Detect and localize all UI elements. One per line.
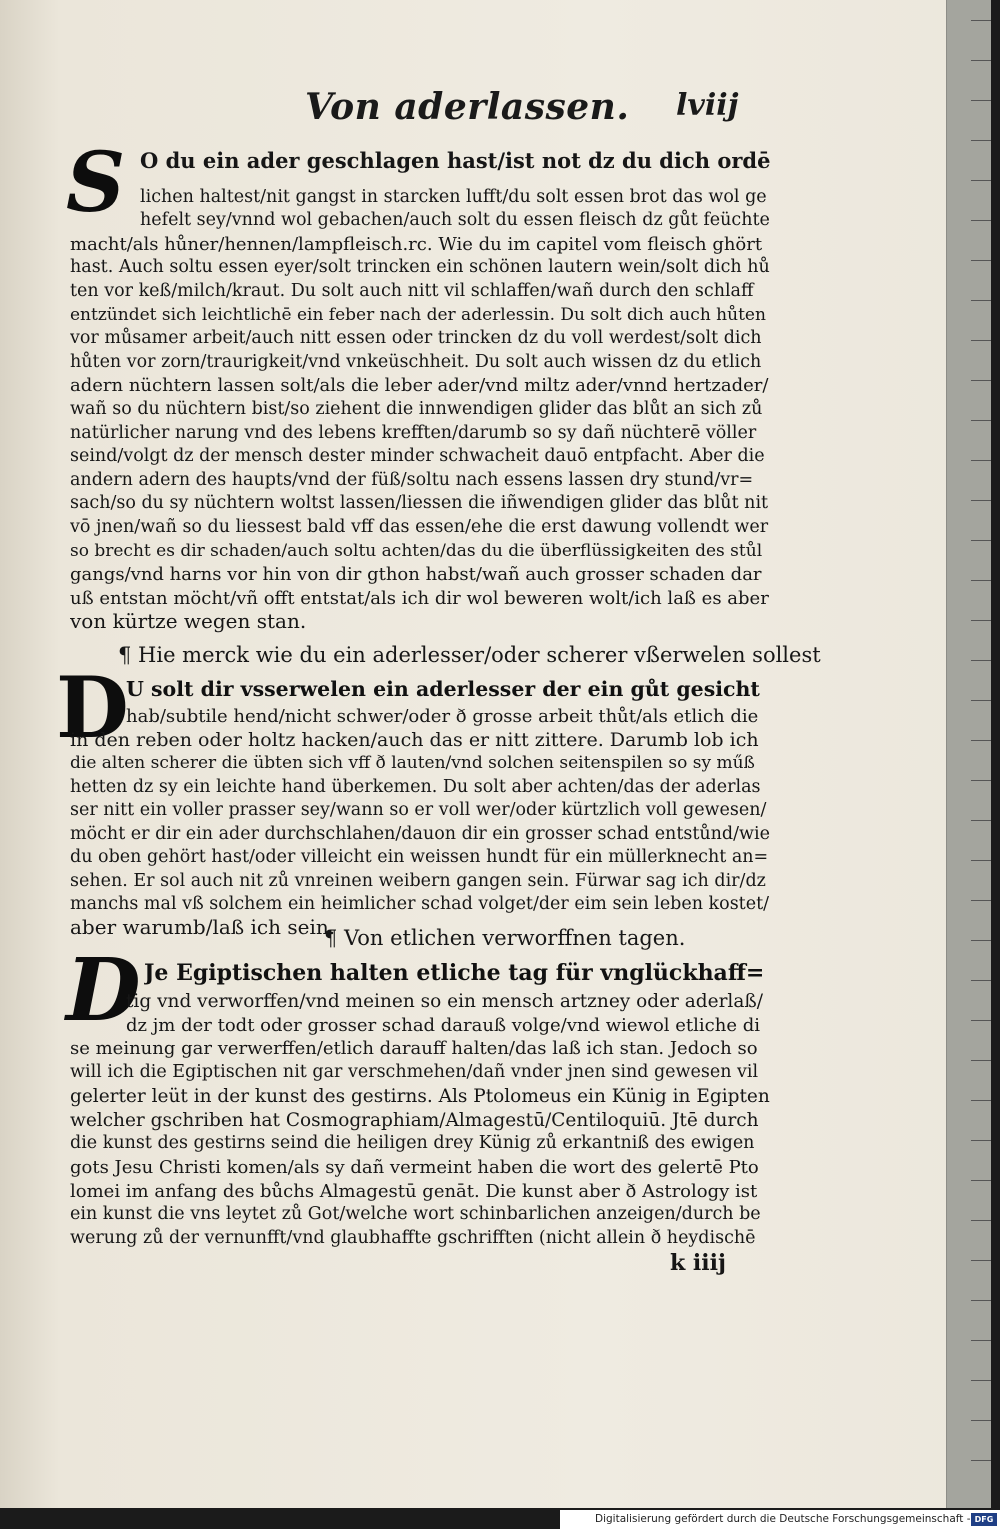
section-2-line: manchs mal vß solchem ein heimlicher schad volget/der eim sein leben kostet/ [70,894,770,914]
ruler-tick [971,140,991,141]
ruler-tick [971,620,991,621]
section-1-line: adern nüchtern lassen solt/als die leber ader/vnd miltz ader/vnnd hertzader/ [70,375,769,397]
folio-number: lviij [676,88,739,123]
scan-color-ruler [946,0,991,1508]
ruler-tick [971,1420,991,1421]
ruler-tick [971,340,991,341]
ruler-tick [971,1140,991,1141]
ruler-tick [971,500,991,501]
ruler-tick [971,820,991,821]
section-2-line: hetten dz sy ein leichte hand überkemen. Du solt aber achten/das der aderlas [70,776,761,797]
ruler-tick [971,460,991,461]
section-1-line: entzündet sich leichtlichē ein feber nach der aderlessin. Du solt dich auch hůten [70,304,766,325]
section-1-line: so brecht es dir schaden/auch soltu achten/das du die überflüssigkeiten des stůl [70,540,763,561]
section-3-line: gots Jesu Christi komen/als sy dañ vermeint haben die wort des gelertē Pto [70,1156,759,1178]
section-1-line: wañ so du nüchtern bist/so ziehent die innwendigen glider das blůt an sich zů [70,399,763,419]
section-3-line: gelerter leüt in der kunst des gestirns. Als Ptolomeus ein Künig in Egipten [70,1085,770,1107]
ruler-tick [971,1380,991,1381]
ruler-tick [971,860,991,861]
section-3-line: lomei im anfang des bůchs Almagestū genāt. Die kunst aber ð Astrology ist [70,1180,758,1202]
ruler-tick [971,1260,991,1261]
section-1-line: macht/als hůner/hennen/lampfleisch.rc. Wie du im capitel vom fleisch ghört [70,233,763,255]
ruler-tick [971,1060,991,1061]
section-2-line: ser nitt ein voller prasser sey/wann so er voll wer/oder kürtzlich voll gewesen/ [70,800,767,820]
section-2-line: hab/subtile hend/nicht schwer/oder ð grosse arbeit thůt/als etlich die [126,706,759,727]
section-3-line: die kunst des gestirns seind die heiligen drey Künig zů erkantniß des ewigen [70,1133,755,1154]
section-1-line: vō jnen/wañ so du liessest bald vff das essen/ehe die erst dawung vollendt wer [70,517,769,537]
drop-initial-d-2: D [66,940,141,1041]
section-1-line: O du ein ader geschlagen hast/ist not dz du dich ordē [140,148,770,173]
section-1-line: gangs/vnd harns vor hin von dir gthon habst/wañ auch grosser schaden dar [70,564,762,586]
section-1-line: natürlicher narung vnd des lebens krefften/darumb so sy dañ nüchterē völler [70,422,757,443]
ruler-tick [971,1220,991,1221]
section-2-line: die alten scherer die übten sich vff ð lauten/vnd solchen seitenspilen so sy műß [70,753,755,773]
dfg-footer [560,1510,1000,1529]
ruler-tick [971,1340,991,1341]
section-1-line: von kürtze wegen stan. [70,610,307,634]
ruler-tick [971,980,991,981]
section-2-last-line: aber warumb/laß ich sein. [70,916,336,939]
ruler-tick [971,1180,991,1181]
section-3-first-line: Je Egiptischen halten etliche tag für vnglückhaff= [144,960,764,986]
running-head: Von aderlassen. [305,86,630,128]
section-1-line: sach/so du sy nüchtern woltst lassen/liessen die iñwendigen glider das blůt nit [70,493,769,514]
ruler-tick [971,740,991,741]
section-3-line: tig vnd verworffen/vnd meinen so ein mensch artzney oder aderlaß/ [126,991,763,1012]
section-1-line: uß entstan möcht/vñ offt entstat/als ich dir wol beweren wolt/ich laß es aber [70,587,769,609]
footer-text: Digitalisierung gefördert durch die Deutsche Forschungsgemeinschaft - [595,1513,971,1525]
section-3-line: werung zů der vernunfft/vnd glaubhaffte gschrifften (nicht allein ð heydischē [70,1228,756,1248]
section-1-line: andern adern des haupts/vnd der füß/soltu nach essens lassen dry stund/vr= [70,469,754,490]
ruler-tick [971,220,991,221]
ruler-tick [971,100,991,101]
ruler-tick [971,660,991,661]
section-1-line: seind/volgt dz der mensch dester minder schwacheit dauō entpfacht. Aber die [70,446,765,467]
ruler-tick [971,1300,991,1301]
section-2-line: möcht er dir ein ader durchschlahen/dauon dir ein grosser schad entstůnd/wie [70,823,770,844]
ruler-tick [971,940,991,941]
ruler-tick [971,20,991,21]
drop-initial-d-1: D [56,658,129,757]
drop-initial-s: S [66,135,126,231]
section-3-line: dz jm der todt oder grosser schad darauß volge/vnd wiewol etliche di [126,1014,760,1036]
ruler-tick [971,180,991,181]
dfg-logo: DFG [971,1513,997,1526]
heading-rejected-days: ¶ Von etlichen verworffnen tagen. [324,926,686,950]
ruler-tick [971,900,991,901]
section-3-line: welcher gschriben hat Cosmographiam/Almagestū/Centiloquiū. Jtē durch [70,1109,759,1131]
ruler-tick [971,1020,991,1021]
section-2-line: du oben gehört hast/oder villeicht ein weissen hundt für ein müllerknecht an= [70,847,769,867]
section-3-line: se meinung gar verwerffen/etlich darauff halten/das laß ich stan. Jedoch so [70,1038,758,1060]
section-1-line: hůten vor zorn/traurigkeit/vnd vnkeüschheit. Du solt auch wissen dz du etlich [70,351,762,372]
section-2-line: in den reben oder holtz hacken/auch das er nitt zittere. Darumb lob ich [70,728,759,751]
ruler-tick [971,300,991,301]
ruler-tick [971,60,991,61]
section-1-line: ten vor keß/milch/kraut. Du solt auch nitt vil schlaffen/wañ durch den schlaff [70,281,754,301]
ruler-tick [971,780,991,781]
section-1-line: hast. Auch soltu essen eyer/solt trincken ein schönen lautern wein/solt dich hů [70,257,770,278]
signature-mark: k iiij [670,1250,726,1276]
ruler-tick [971,380,991,381]
ruler-tick [971,260,991,261]
section-2-line: sehen. Er sol auch nit zů vnreinen weibern gangen sein. Fürwar sag ich dir/dz [70,870,766,891]
ruler-tick [971,540,991,541]
section-1-line: vor můsamer arbeit/auch nitt essen oder trincken dz du voll werdest/solt dich [70,328,762,349]
section-3-line: ein kunst die vns leytet zů Got/welche wort schinbarlichen anzeigen/durch be [70,1204,761,1225]
section-3-line: will ich die Egiptischen nit gar verschmehen/dañ vnder jnen sind gewesen vil [70,1062,759,1083]
section-1-line: lichen haltest/nit gangst in starcken lufft/du solt essen brot das wol ge [140,186,767,207]
section-1-line: hefelt sey/vnnd wol gebachen/auch solt du essen fleisch dz gůt feüchte [140,210,770,231]
ruler-tick [971,420,991,421]
ruler-tick [971,700,991,701]
heading-choose-bloodletter: ¶ Hie merck wie du ein aderlesser/oder scherer vßerwelen sollest [118,643,821,667]
ruler-tick [971,1460,991,1461]
ruler-tick [971,580,991,581]
section-2-first-line: U solt dir vsserwelen ein aderlesser der ein gůt gesicht [126,677,760,701]
ruler-tick [971,1100,991,1101]
